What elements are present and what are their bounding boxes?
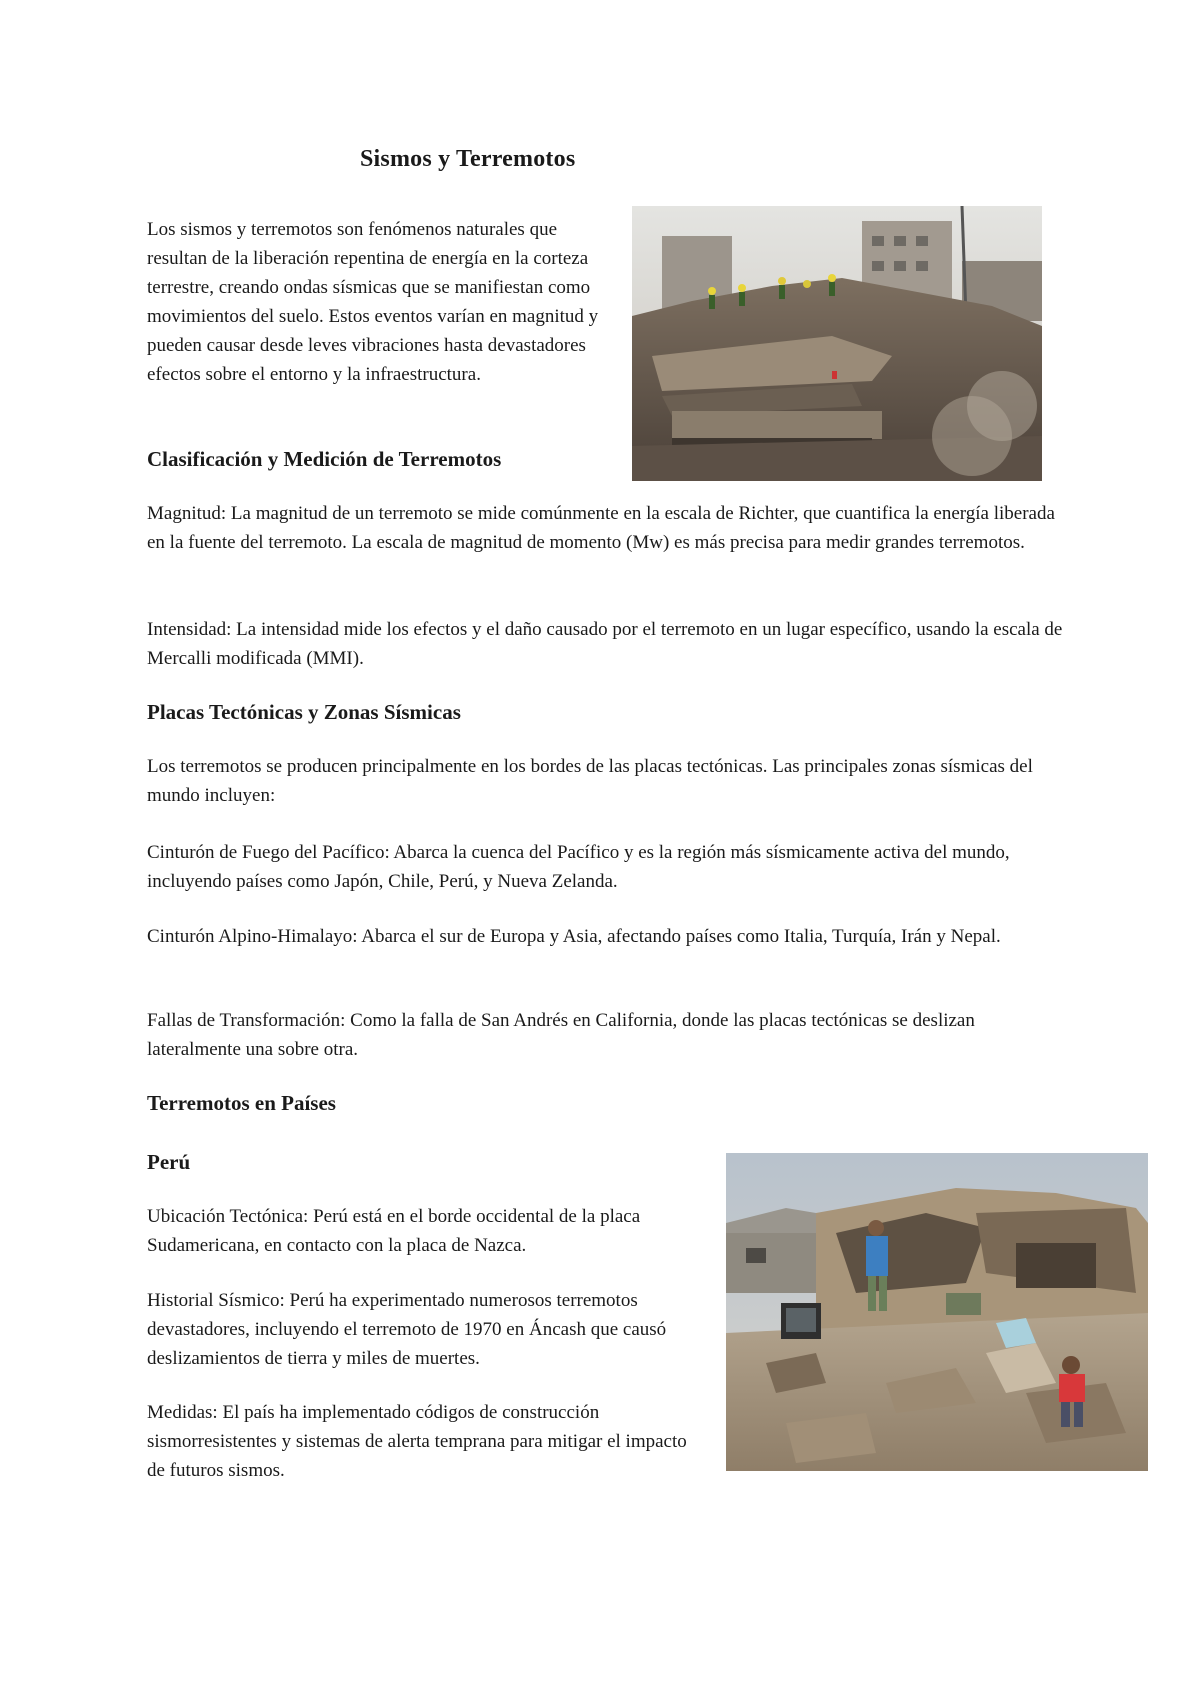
intensity-paragraph: Intensidad: La intensidad mide los efectos y el daño causado por el terremoto en un lugar específico, usando la escala de Mercalli modificada (MMI). xyxy=(147,619,1063,669)
peru-history-paragraph: Historial Sísmico: Perú ha experimentado numerosos terremotos devastadores, incluyendo el terremoto de 1970 en Áncash que causó deslizamientos de tierra y miles de muertes. xyxy=(147,1290,667,1369)
adobe-ruins-image xyxy=(726,1153,1148,1471)
classification-heading: Clasificación y Medición de Terremotos xyxy=(147,447,502,471)
document-title: Sismos y Terremotos xyxy=(360,146,576,172)
plates-heading: Placas Tectónicas y Zonas Sísmicas xyxy=(147,700,461,724)
peru-earthquake-photo xyxy=(726,1153,1148,1471)
peru-heading: Perú xyxy=(147,1150,191,1174)
plates-intro-paragraph: Los terremotos se producen principalmente en los bordes de las placas tectónicas. Las principales zonas sísmicas del mundo incluyen: xyxy=(147,756,1033,806)
transform-faults-paragraph: Fallas de Transformación: Como la falla de San Andrés en California, donde las placas tectónicas se deslizan lateralmente una sobre otra. xyxy=(147,1010,975,1060)
countries-heading: Terremotos en Países xyxy=(147,1091,336,1115)
intro-paragraph: Los sismos y terremotos son fenómenos naturales que resultan de la liberación repentina de energía en la corteza terrestre, creando ondas sísmicas que se manifiestan como movimientos del suelo. Estos eventos varían en magnitud y pueden causar desde leves vibraciones hasta devastadores efectos sobre el entorno y la infraestructura. xyxy=(147,219,599,385)
alpine-belt-paragraph: Cinturón Alpino-Himalayo: Abarca el sur de Europa y Asia, afectando países como Italia, Turquía, Irán y Nepal. xyxy=(147,926,1001,947)
rubble-rescue-image xyxy=(632,206,1042,481)
collapsed-building-photo xyxy=(632,206,1042,481)
magnitude-paragraph: Magnitud: La magnitud de un terremoto se mide comúnmente en la escala de Richter, que cuantifica la energía liberada en la fuente del terremoto. La escala de magnitud de momento (Mw) es más precisa para medir grandes terremotos. xyxy=(147,503,1055,553)
pacific-ring-paragraph: Cinturón de Fuego del Pacífico: Abarca la cuenca del Pacífico y es la región más sísmicamente activa del mundo, incluyendo países como Japón, Chile, Perú, y Nueva Zelanda. xyxy=(147,842,1010,892)
peru-location-paragraph: Ubicación Tectónica: Perú está en el borde occidental de la placa Sudamericana, en contacto con la placa de Nazca. xyxy=(147,1206,641,1256)
peru-measures-paragraph: Medidas: El país ha implementado códigos de construcción sismorresistentes y sistemas de alerta temprana para mitigar el impacto de futuros sismos. xyxy=(147,1402,687,1481)
